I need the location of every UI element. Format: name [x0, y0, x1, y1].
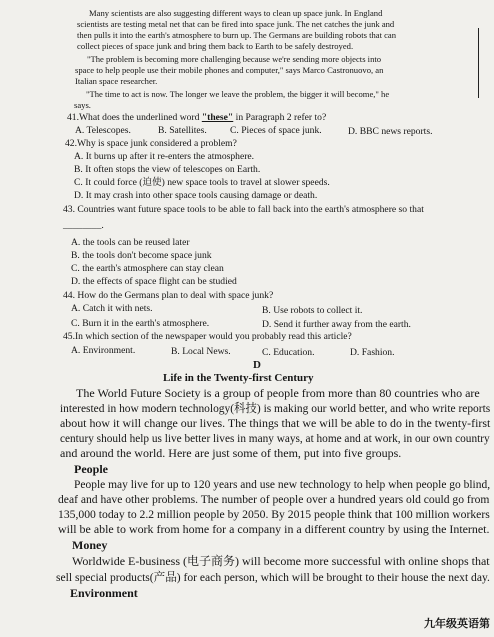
d-money-line2: sell special products(产品) for each person, which will be brought to their house the next day. [56, 570, 490, 584]
c-para1-line4: collect pieces of space junk and bring them back to Earth to be safely destroyed. [77, 41, 354, 51]
q44-option-c: C. Burn it in the earth's atmosphere. [71, 318, 210, 329]
q45-option-a: A. Environment. [71, 345, 136, 356]
q42-option-a: A. It burns up after it re-enters the atmosphere. [74, 151, 255, 162]
margin-line [478, 28, 479, 98]
d-people-line2: deaf and have other problems. The number of people over a hundred years old could go from [58, 492, 490, 506]
page-footer: 九年级英语第 [424, 618, 490, 630]
d-intro-line3: about how it will change our lives. The things that we will be able to do in the twenty-first [60, 416, 491, 430]
q43-stem: 43. Countries want future space tools to be able to fall back into the earth's atmosphere so that [63, 204, 424, 215]
q45-option-c: C. Education. [262, 347, 315, 358]
passage-d-letter: D [253, 359, 261, 371]
q45-option-d: D. Fashion. [350, 347, 395, 358]
q42-option-d: D. It may crash into other space tools causing damage or death. [74, 190, 318, 201]
d-money-line1: Worldwide E-business (电子商务) will become more successful with online shops that [72, 554, 490, 568]
c-para3-line2: says. [74, 100, 91, 110]
q44-option-b: B. Use robots to collect it. [262, 305, 363, 316]
c-para2-line1: "The problem is becoming more challenging because we're sending more objects into [87, 54, 382, 64]
q41-option-a: A. Telescopes. [75, 125, 131, 136]
c-para1-line2: scientists are testing metal net that can be fired into space junk. The net catches the junk and [77, 19, 395, 29]
d-people-line3: 135,000 today to 2.2 million people by 2050. By 2015 people think that 100 million workers [58, 507, 490, 521]
c-para2-line2: space to help people use their mobile phones and computer," says Marco Castronuovo, an [75, 65, 384, 75]
d-intro-line5: and around the world. Here are just some of them, put into five groups. [60, 446, 402, 460]
q44-stem: 44. How do the Germans plan to deal with space junk? [63, 290, 274, 301]
c-para2-line3: Italian space researcher. [75, 76, 158, 86]
c-para1-line3: then pulls it into the earth's atmosphere to burn up. The Germans are building robots that can [77, 30, 397, 40]
q42-option-c: C. It could force (迫使) new space tools to travel at slower speeds. [74, 177, 330, 188]
c-para1-line1: Many scientists are also suggesting different ways to clean up space junk. In England [89, 8, 383, 18]
q44-option-d: D. Send it further away from the earth. [262, 319, 411, 330]
c-para3-line1: "The time to act is now. The longer we leave the problem, the bigger it will become," he [86, 89, 390, 99]
q42-option-b: B. It often stops the view of telescopes on Earth. [74, 164, 261, 175]
d-intro-line4: century should help us live better lives in many ways, at home and at work, in our own country [60, 431, 490, 445]
people-heading: People [74, 462, 108, 476]
q43-blank: ________. [63, 220, 104, 231]
q41-underlined-word: "these" [201, 112, 234, 123]
q42-stem: 42.Why is space junk considered a problem? [65, 138, 237, 149]
environment-heading: Environment [70, 586, 138, 600]
d-intro-line2: interested in how modern technology(科技) is making our world better, and who write reports [60, 401, 491, 415]
q41-stem: 41.What does the underlined word "these" in Paragraph 2 refer to? [67, 112, 327, 123]
q43-option-d: D. the effects of space flight can be studied [71, 276, 237, 287]
q41-option-b: B. Satellites. [158, 125, 207, 136]
d-intro-line1: The World Future Society is a group of people from more than 80 countries who are [76, 386, 480, 400]
money-heading: Money [72, 538, 108, 552]
q44-option-a: A. Catch it with nets. [71, 303, 153, 314]
q41-option-c: C. Pieces of space junk. [230, 125, 322, 136]
q41-option-d: D. BBC news reports. [348, 126, 433, 137]
q43-option-a: A. the tools can be reused later [71, 237, 190, 248]
d-people-line4: will be able to work from home for a company in a different country by using the Internet. [58, 522, 490, 536]
passage-d-title: Life in the Twenty-first Century [163, 372, 314, 384]
d-people-line1: People may live for up to 120 years and use new technology to help when people go blind, [74, 477, 491, 491]
q43-option-b: B. the tools don't become space junk [71, 250, 212, 261]
q45-option-b: B. Local News. [171, 346, 231, 357]
q45-stem: 45.In which section of the newspaper would you probably read this article? [63, 331, 352, 342]
q43-option-c: C. the earth's atmosphere can stay clean [71, 263, 224, 274]
